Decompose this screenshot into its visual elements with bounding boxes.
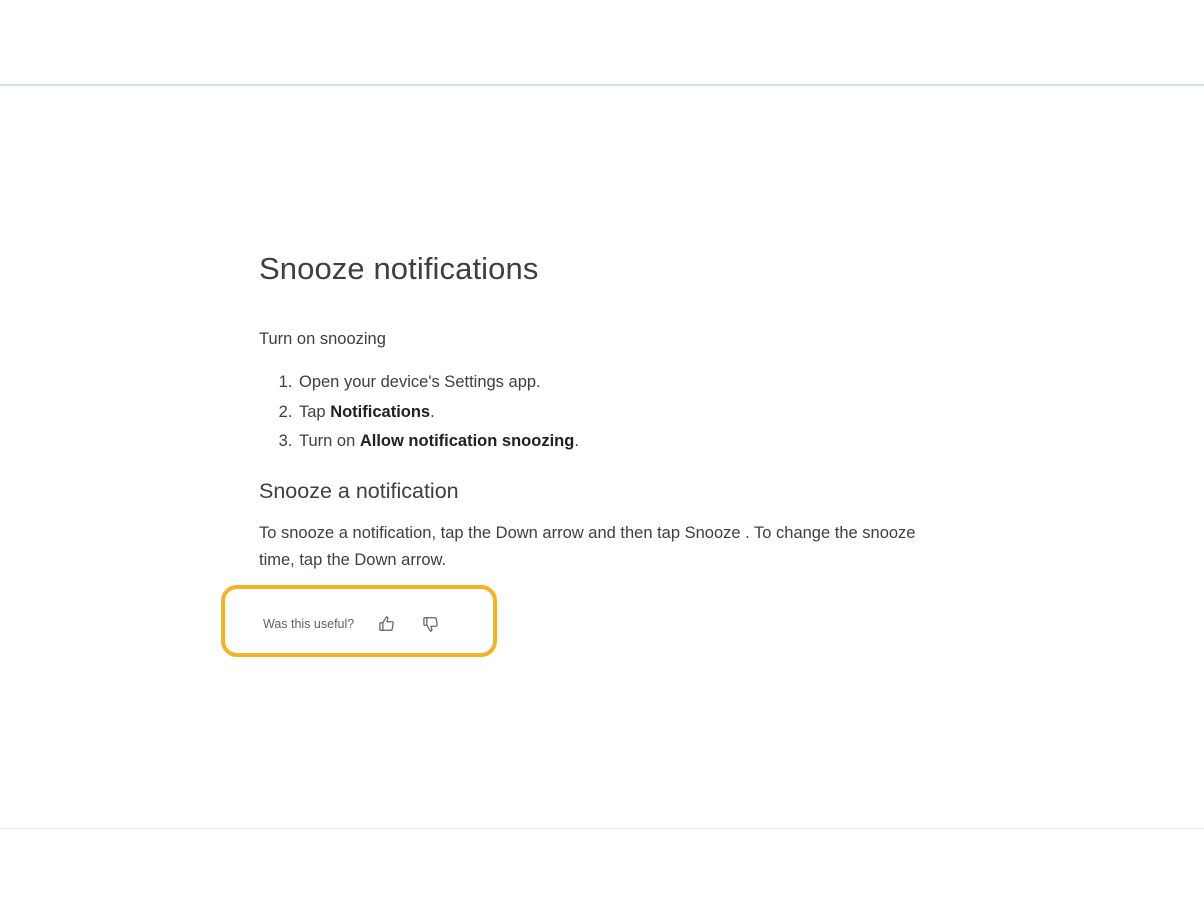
list-item	[297, 398, 959, 427]
feedback-bar	[263, 613, 442, 635]
top-band	[0, 0, 1204, 84]
list-item	[297, 427, 959, 456]
step-text-after: .	[430, 402, 435, 421]
step-text-after: .	[574, 432, 579, 451]
feedback-highlight-box	[221, 585, 497, 657]
thumbs-up-icon[interactable]	[376, 613, 398, 635]
list-item	[297, 368, 959, 397]
thumbs-down-icon[interactable]	[420, 613, 442, 635]
feedback-label: Was this useful?	[263, 616, 355, 631]
bottom-divider	[0, 828, 1204, 829]
article-content	[259, 250, 959, 631]
step-text: Open your device's Settings app.	[299, 373, 541, 392]
top-divider	[0, 84, 1204, 86]
body-paragraph: To snooze a notification, tap the Down arrow and then tap Snooze . To change the snooze time, tap the Down arrow.	[259, 524, 916, 570]
section-title: Snooze a notification	[259, 479, 459, 504]
step-text: Tap	[299, 402, 331, 421]
steps-list	[259, 368, 959, 456]
step-bold: Notifications	[330, 402, 431, 421]
step-bold: Allow notification snoozing	[359, 432, 575, 451]
step-text: Turn on	[299, 432, 360, 451]
lead-paragraph: Turn on snoozing	[259, 329, 386, 348]
page-title: Snooze notifications	[259, 251, 539, 286]
